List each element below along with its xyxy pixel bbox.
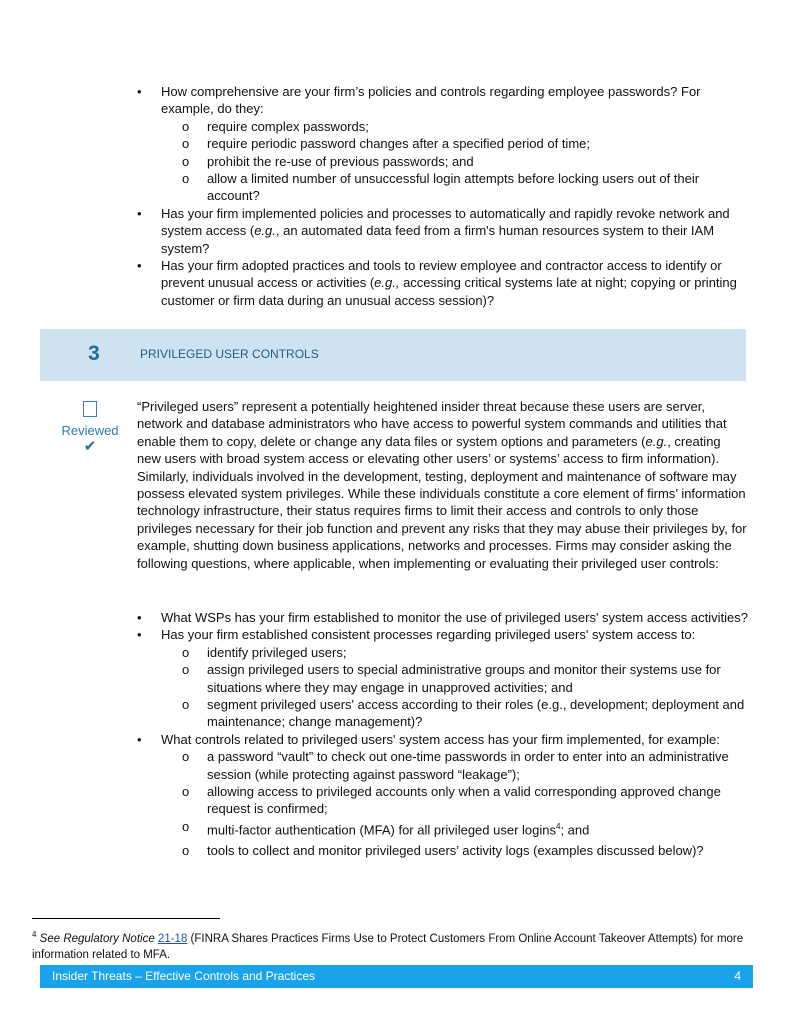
text-run: Has your firm implemented policies and processes to automatically and rapidly revoke network and system access ( <box>161 205 730 239</box>
list-item <box>137 83 749 118</box>
italic-run: e.g., <box>374 275 400 291</box>
checkmark-icon: ✔ <box>83 438 97 455</box>
sub-list-item-text: multi-factor authentication (MFA) for all privileged user logins <box>207 822 556 838</box>
list-item <box>137 205 749 257</box>
reviewed-label: Reviewed <box>61 423 119 438</box>
sub-list-item <box>137 170 749 205</box>
sub-list-item-text: require complex passwords; <box>207 118 369 134</box>
list-item-text: How comprehensive are your firm’s policies and controls regarding employee passwords? For example, do they: <box>161 84 701 117</box>
footnote-see: See Regulatory Notice <box>39 932 155 945</box>
sub-bullet-glyph: o <box>182 118 190 134</box>
sub-list-item <box>137 661 749 696</box>
section-header <box>40 329 746 381</box>
sub-list-item-text: allow a limited number of unsuccessful login attempts before locking users out of their account? <box>207 171 700 204</box>
sub-list-item-text: segment privileged users' access according to their roles (e.g., development; deployment and maintenance; change management)? <box>207 697 745 730</box>
sub-list-item-text: assign privileged users to special administrative groups and monitor their systems use for situations where they may engage in unapproved activities; and <box>207 662 721 695</box>
top-bullet-list <box>137 83 749 309</box>
text-run: , creating new users with broad system access or elevating other users’ or systems’ access to firm information). Similarly, individuals involved in the development, testing, deployment and maintenance of software may possess elevated system privileges. While these individuals constitute a core element of firms’ information technology infrastructure, their status requires firms to limit their access and controls to only those privileges necessary for their job function and prevent any risks that they may abuse their privileges by, for example, shutting down business applications, networks and processes. Firms may consider asking the following questions, where applicable, when implementing or evaluating their privileged user controls: <box>137 433 747 571</box>
sub-bullet-glyph: o <box>182 818 190 834</box>
sub-bullet-glyph: o <box>182 171 190 187</box>
list-item-text: What controls related to privileged users' system access has your firm implemented, for example: <box>161 731 720 747</box>
sub-list-item <box>137 644 749 661</box>
sub-bullet-glyph: o <box>182 136 190 152</box>
bullet-glyph: • <box>137 627 142 643</box>
bullet-glyph: • <box>137 610 142 625</box>
text-run: Has your firm adopted practices and tools to review employee and contractor access to identify or prevent unusual access or activities ( <box>161 258 722 291</box>
sub-list-item-text: allowing access to privileged accounts only when a valid corresponding approved change request is confirmed; <box>207 784 721 817</box>
section-title: PRIVILEGED USER CONTROLS <box>140 347 319 361</box>
sub-list-item <box>137 748 749 783</box>
footer-title: Insider Threats – Effective Controls and Practices <box>52 969 316 983</box>
footnote-text: (FINRA Shares Practices Firms Use to Protect Customers From Online Account Takeover Attempts) for more information related to MFA. <box>32 932 744 961</box>
page-number: 4 <box>734 969 741 983</box>
sub-list-item <box>137 135 749 152</box>
sub-bullet-glyph: o <box>182 697 190 713</box>
text-run: ; and <box>560 822 590 838</box>
sub-list-item-text: tools to collect and monitor privileged users’ activity logs (examples discussed below)? <box>207 842 704 858</box>
italic-run: e.g. <box>645 433 668 449</box>
page-footer <box>40 965 753 988</box>
footnote-marker: 4 <box>32 930 37 939</box>
list-item <box>137 731 749 748</box>
sub-bullet-glyph: o <box>182 749 190 765</box>
list-item-text: What WSPs has your firm established to monitor the use of privileged users' system access activities? <box>161 610 748 625</box>
bullet-glyph: • <box>137 258 142 274</box>
sub-list-item-text: a password “vault” to check out one-time passwords in order to enter into an administrative session (while protecting against password “leakage”); <box>207 749 729 782</box>
sub-list-item <box>137 818 749 839</box>
text-run: “Privileged users” represent a potentially heightened insider threat because these users are server, network and database administrators who have access to powerful system commands and utilities that enable them to copy, delete or change any data files or system options and parameters ( <box>137 399 727 449</box>
reviewed-checkbox[interactable] <box>83 401 97 417</box>
sub-list-item <box>137 783 749 818</box>
list-item <box>137 626 749 643</box>
footnote-divider <box>32 918 220 919</box>
sub-list-item-text: prohibit the re-use of previous passwords; and <box>207 153 474 169</box>
text-run: , an automated data feed from a firm's human resources system to their IAM system? <box>161 223 715 256</box>
list-item <box>137 609 749 626</box>
section-number: 3 <box>88 342 100 365</box>
section-intro-paragraph <box>137 398 747 572</box>
sub-bullet-glyph: o <box>182 153 190 169</box>
italic-run: e.g. <box>254 223 276 239</box>
list-item-text: Has your firm established consistent processes regarding privileged users' system access to: <box>161 627 696 643</box>
sub-list-item <box>137 153 749 170</box>
regulatory-notice-link[interactable]: 21-18 <box>157 932 188 945</box>
footnote-ref[interactable]: 4 <box>555 821 561 831</box>
bullet-glyph: • <box>137 205 142 221</box>
bullet-glyph: • <box>137 731 142 747</box>
bullet-glyph: • <box>137 84 142 99</box>
sub-list-item <box>137 842 749 859</box>
sub-bullet-glyph: o <box>182 784 190 800</box>
sub-bullet-glyph: o <box>182 644 190 660</box>
sub-list-item-text: require periodic password changes after a specified period of time; <box>207 136 590 152</box>
sub-bullet-glyph: o <box>182 842 190 858</box>
sub-list-item <box>137 696 749 731</box>
sub-list-item-text: identify privileged users; <box>207 644 347 660</box>
footnote <box>32 927 772 963</box>
text-run: accessing critical systems late at night; copying or printing customer or firm data during an unusual access session)? <box>161 275 737 308</box>
section-bullet-list <box>137 609 749 859</box>
sub-list-item <box>137 118 749 135</box>
list-item <box>137 257 749 309</box>
sub-bullet-glyph: o <box>182 662 190 678</box>
